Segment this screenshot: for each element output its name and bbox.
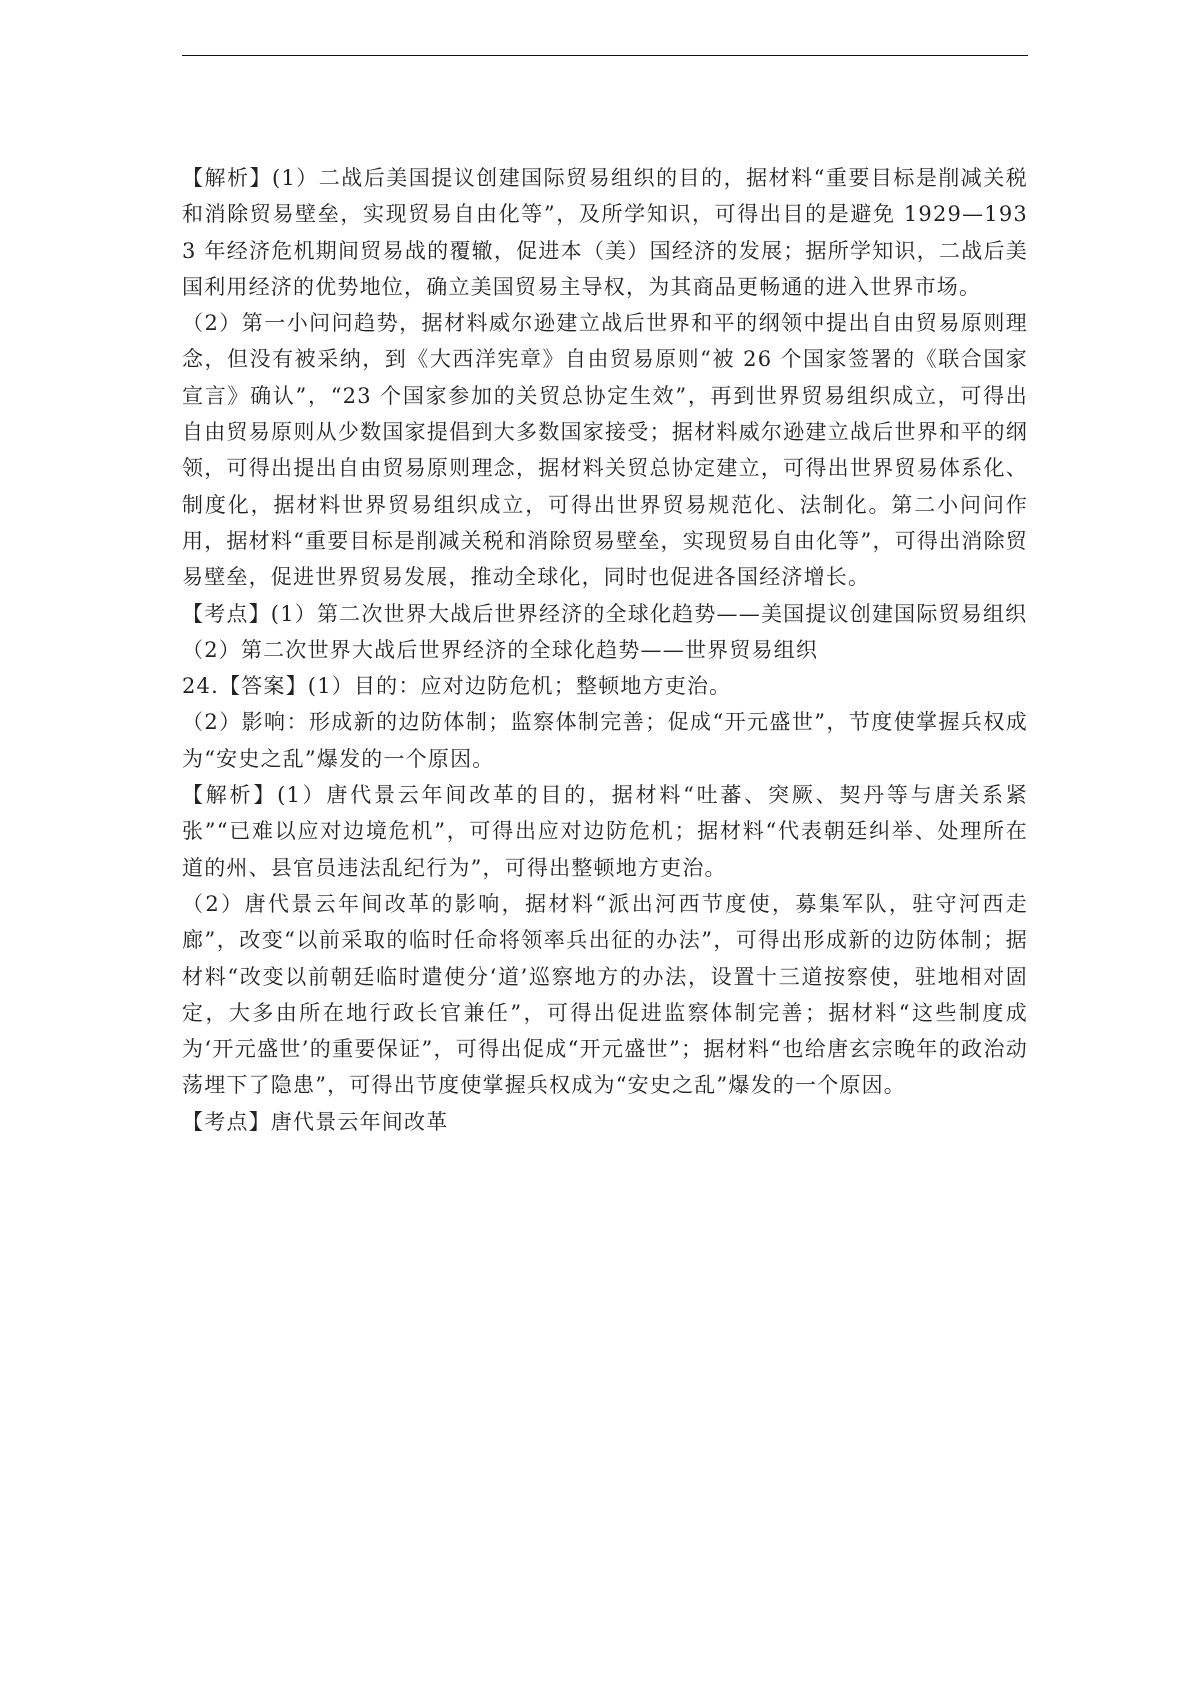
answer-24-paragraph-1: 24.【答案】(1）目的：应对边防危机；整顿地方吏治。 — [182, 674, 732, 699]
key-point-24-paragraph: 【考点】唐代景云年间改革 — [182, 1109, 449, 1134]
analysis-paragraph-2: （2）第一小问问趋势，据材料威尔逊建立战后世界和平的纲领中提出自由贸易原则理念，但没有被采纳，到《大西洋宪章》自由贸易原则“被 26 个国家签署的《联合国家宣言》确认”，“23 个国家参加的关贸总协定生效”，再到世界贸易组织成立，可得出自由贸易原则从少数国家提倡到大多数国家接受；据材料威尔逊建立战后世界和平的纲领，可得出提出自由贸易原则理念，据材料关贸总协定建立，可得出世界贸易体系化、制度化，据材料世界贸易组织成立，可得出世界贸易规范化、法制化。第二小问问作用，据材料“重要目标是削减关税和消除贸易壁垒，实现贸易自由化等”，可得出消除贸易壁垒，促进世界贸易发展，推动全球化，同时也促进各国经济增长。 — [182, 311, 1028, 590]
analysis-24-paragraph-1: 【解析】(1）唐代景云年间改革的目的，据材料“吐蕃、突厥、契丹等与唐关系紧张”“已难以应对边境危机”，可得出应对边防危机；据材料“代表朝廷纠举、处理所在道的州、县官员违法乱纪行为”，可得出整顿地方吏治。 — [182, 783, 1028, 880]
answer-24-paragraph-2: （2）影响：形成新的边防体制；监察体制完善；促成“开元盛世”，节度使掌握兵权成为“安史之乱”爆发的一个原因。 — [182, 710, 1028, 771]
analysis-paragraph-1: 【解析】(1）二战后美国提议创建国际贸易组织的目的，据材料“重要目标是削减关税和消除贸易壁垒，实现贸易自由化等”，及所学知识，可得出目的是避免 1929—1933 年经济危机期间贸易战的覆辙，促进本（美）国经济的发展；据所学知识，二战后美国利用经济的优势地位，确立美国贸易主导权，为其商品更畅通的进入世界市场。 — [182, 166, 1028, 299]
key-point-paragraph-1: 【考点】(1）第二次世界大战后世界经济的全球化趋势——美国提议创建国际贸易组织 — [182, 601, 1028, 626]
key-point-paragraph-2: （2）第二次世界大战后世界经济的全球化趋势——世界贸易组织 — [182, 637, 819, 662]
document-body — [182, 160, 1028, 1140]
analysis-24-paragraph-2: （2）唐代景云年间改革的影响，据材料“派出河西节度使，募集军队，驻守河西走廊”，改变“以前采取的临时任命将领率兵出征的办法”，可得出形成新的边防体制；据材料“改变以前朝廷临时遣使分‘道’巡察地方的办法，设置十三道按察使，驻地相对固定，大多由所在地行政长官兼任”，可得出促进监察体制完善；据材料“这些制度成为‘开元盛世’的重要保证”，可得出促成“开元盛世”；据材料“也给唐玄宗晚年的政治动荡埋下了隐患”，可得出节度使掌握兵权成为“安史之乱”爆发的一个原因。 — [182, 891, 1028, 1098]
header-rule — [182, 55, 1028, 56]
